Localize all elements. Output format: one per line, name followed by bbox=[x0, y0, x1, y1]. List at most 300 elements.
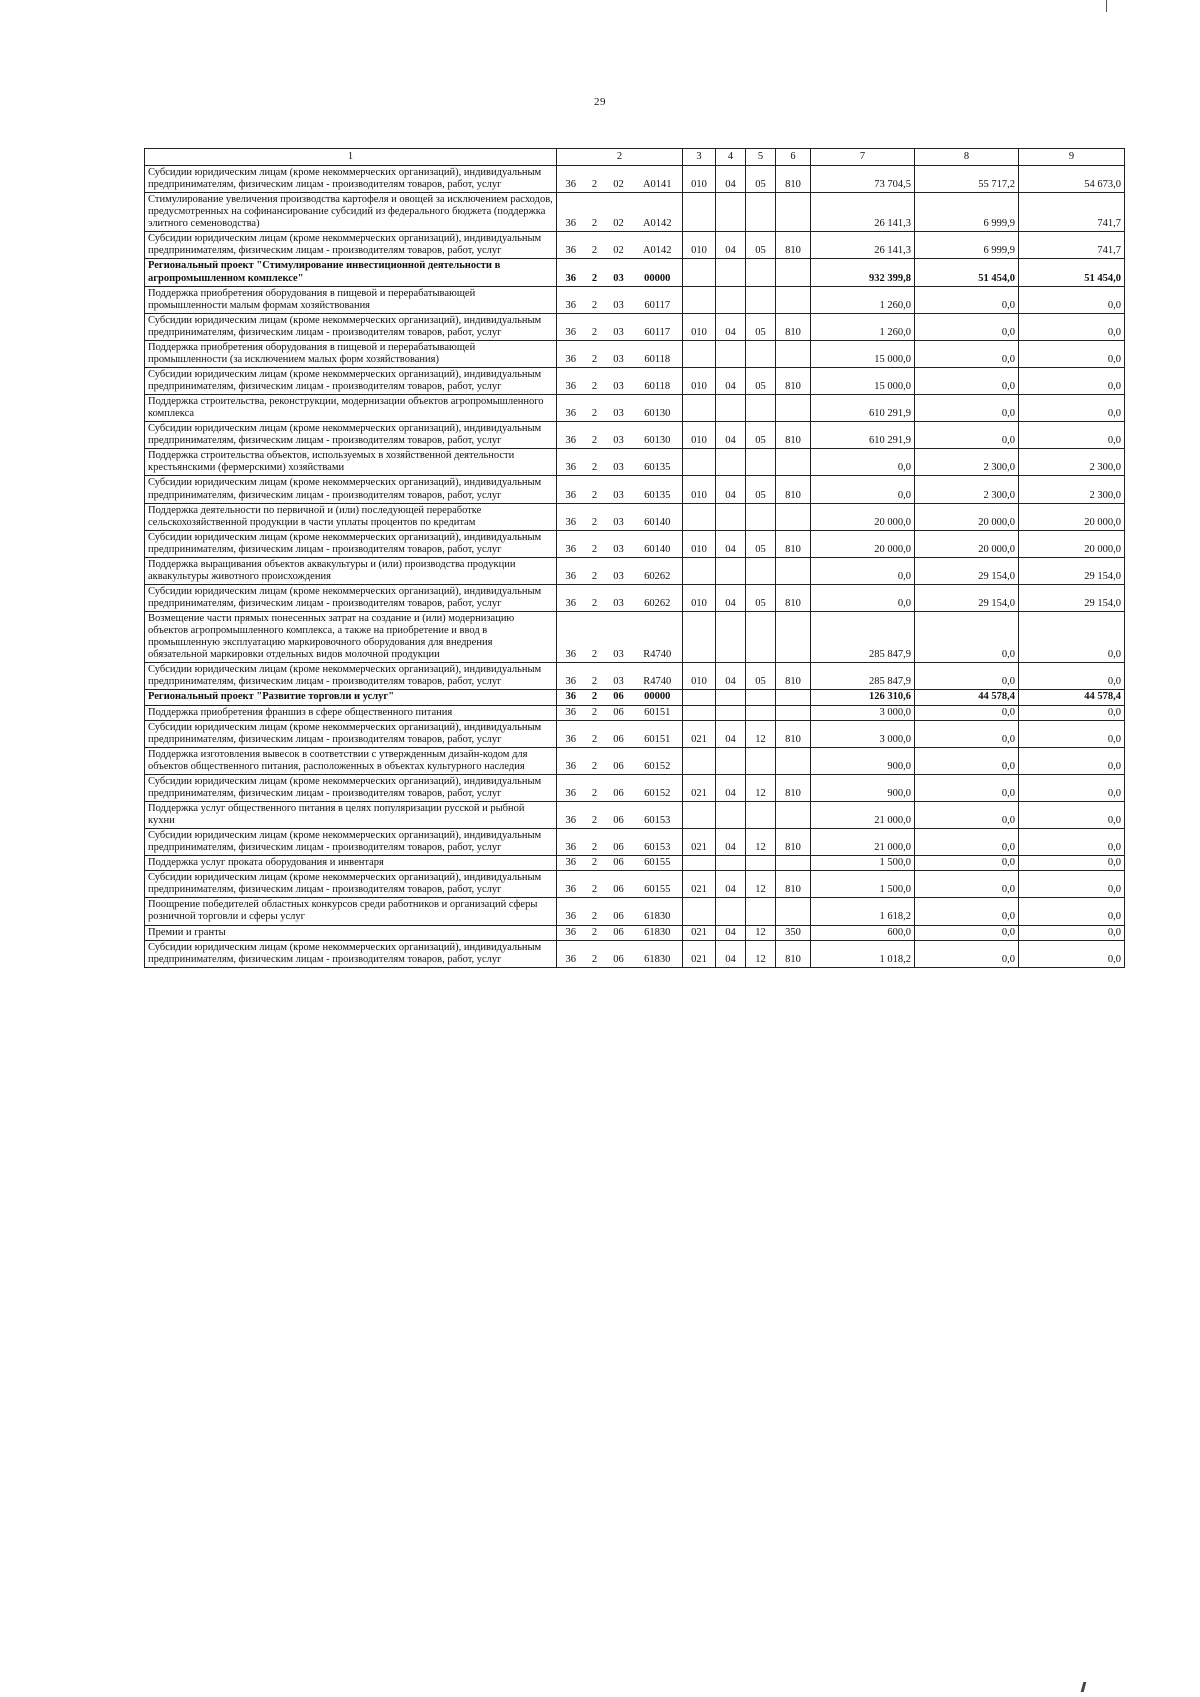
table-body bbox=[145, 166, 1125, 968]
amount-col-8: 0,0 bbox=[915, 663, 1019, 690]
code-expense-type bbox=[776, 612, 811, 663]
amount-col-7: 15 000,0 bbox=[811, 340, 915, 367]
code-grbs bbox=[683, 690, 716, 705]
code-program: 2 bbox=[585, 476, 605, 503]
table-row bbox=[145, 898, 1125, 925]
amount-col-8: 0,0 bbox=[915, 747, 1019, 774]
table-row bbox=[145, 774, 1125, 801]
row-name: Региональный проект "Развитие торговли и услуг" bbox=[145, 690, 557, 705]
code-program: 2 bbox=[585, 557, 605, 584]
amount-col-8: 0,0 bbox=[915, 871, 1019, 898]
code-subprogram: 02 bbox=[605, 232, 633, 259]
code-subprogram: 03 bbox=[605, 259, 633, 286]
row-name: Поддержка услуг проката оборудования и инвентаря bbox=[145, 856, 557, 871]
code-grbs: 010 bbox=[683, 584, 716, 611]
code-expense-type: 810 bbox=[776, 584, 811, 611]
code-subprogram: 06 bbox=[605, 705, 633, 720]
code-direction: 60118 bbox=[633, 367, 683, 394]
amount-col-7: 26 141,3 bbox=[811, 193, 915, 232]
row-name: Субсидии юридическим лицам (кроме некоммерческих организаций), индивидуальным предпринимателям, физическим лицам - производителям товаров, работ, услуг bbox=[145, 232, 557, 259]
code-program: 2 bbox=[585, 690, 605, 705]
code-admin: 36 bbox=[557, 422, 585, 449]
code-subprogram: 02 bbox=[605, 166, 633, 193]
row-name: Субсидии юридическим лицам (кроме некоммерческих организаций), индивидуальным предпринимателям, физическим лицам - производителям товаров, работ, услуг bbox=[145, 313, 557, 340]
scan-mark bbox=[1081, 1682, 1087, 1692]
code-admin: 36 bbox=[557, 557, 585, 584]
code-direction: R4740 bbox=[633, 663, 683, 690]
code-expense-type: 810 bbox=[776, 720, 811, 747]
code-expense-type bbox=[776, 747, 811, 774]
code-expense-type: 810 bbox=[776, 774, 811, 801]
code-grbs: 021 bbox=[683, 829, 716, 856]
code-expense-type: 810 bbox=[776, 663, 811, 690]
code-expense-type bbox=[776, 449, 811, 476]
row-name: Региональный проект "Стимулирование инвестиционной деятельности в агропромышленном комплексе" bbox=[145, 259, 557, 286]
code-admin: 36 bbox=[557, 530, 585, 557]
code-subsection bbox=[746, 259, 776, 286]
header-col-5: 5 bbox=[746, 149, 776, 166]
code-section bbox=[716, 395, 746, 422]
amount-col-7: 285 847,9 bbox=[811, 612, 915, 663]
code-section: 04 bbox=[716, 530, 746, 557]
code-subsection bbox=[746, 395, 776, 422]
table-row bbox=[145, 925, 1125, 940]
code-direction: R4740 bbox=[633, 612, 683, 663]
code-expense-type bbox=[776, 259, 811, 286]
amount-col-7: 1 260,0 bbox=[811, 286, 915, 313]
code-subprogram: 03 bbox=[605, 476, 633, 503]
code-expense-type: 810 bbox=[776, 940, 811, 967]
table-row bbox=[145, 530, 1125, 557]
header-col-1: 1 bbox=[145, 149, 557, 166]
table-row bbox=[145, 422, 1125, 449]
amount-col-8: 20 000,0 bbox=[915, 503, 1019, 530]
code-program: 2 bbox=[585, 367, 605, 394]
code-expense-type bbox=[776, 395, 811, 422]
amount-col-8: 0,0 bbox=[915, 801, 1019, 828]
table-row bbox=[145, 476, 1125, 503]
row-name: Поддержка деятельности по первичной и (или) последующей переработке сельскохозяйственной продукции в части уплаты процентов по кредитам bbox=[145, 503, 557, 530]
amount-col-9: 0,0 bbox=[1019, 801, 1125, 828]
code-admin: 36 bbox=[557, 801, 585, 828]
amount-col-8: 0,0 bbox=[915, 898, 1019, 925]
code-grbs: 021 bbox=[683, 774, 716, 801]
code-grbs bbox=[683, 856, 716, 871]
row-name: Субсидии юридическим лицам (кроме некоммерческих организаций), индивидуальным предпринимателям, физическим лицам - производителям товаров, работ, услуг bbox=[145, 774, 557, 801]
table-row bbox=[145, 259, 1125, 286]
code-program: 2 bbox=[585, 940, 605, 967]
code-direction: 60135 bbox=[633, 476, 683, 503]
code-direction: 60118 bbox=[633, 340, 683, 367]
amount-col-7: 610 291,9 bbox=[811, 422, 915, 449]
row-name: Субсидии юридическим лицам (кроме некоммерческих организаций), индивидуальным предпринимателям, физическим лицам - производителям товаров, работ, услуг bbox=[145, 166, 557, 193]
amount-col-9: 0,0 bbox=[1019, 612, 1125, 663]
amount-col-9: 44 578,4 bbox=[1019, 690, 1125, 705]
amount-col-8: 2 300,0 bbox=[915, 449, 1019, 476]
amount-col-7: 20 000,0 bbox=[811, 530, 915, 557]
code-grbs: 010 bbox=[683, 232, 716, 259]
code-subsection: 05 bbox=[746, 584, 776, 611]
code-direction: 60117 bbox=[633, 286, 683, 313]
amount-col-7: 0,0 bbox=[811, 584, 915, 611]
scan-mark bbox=[1106, 0, 1107, 12]
amount-col-7: 3 000,0 bbox=[811, 705, 915, 720]
code-program: 2 bbox=[585, 259, 605, 286]
code-grbs bbox=[683, 747, 716, 774]
code-admin: 36 bbox=[557, 705, 585, 720]
table-row bbox=[145, 449, 1125, 476]
table-row bbox=[145, 395, 1125, 422]
code-direction: 60262 bbox=[633, 557, 683, 584]
amount-col-7: 126 310,6 bbox=[811, 690, 915, 705]
table-row bbox=[145, 829, 1125, 856]
amount-col-7: 1 018,2 bbox=[811, 940, 915, 967]
table-row bbox=[145, 871, 1125, 898]
code-admin: 36 bbox=[557, 449, 585, 476]
code-admin: 36 bbox=[557, 286, 585, 313]
row-name: Поддержка услуг общественного питания в целях популяризации русской и рыбной кухни bbox=[145, 801, 557, 828]
code-program: 2 bbox=[585, 871, 605, 898]
amount-col-9: 0,0 bbox=[1019, 663, 1125, 690]
amount-col-9: 0,0 bbox=[1019, 720, 1125, 747]
amount-col-8: 0,0 bbox=[915, 720, 1019, 747]
code-grbs: 021 bbox=[683, 925, 716, 940]
code-subprogram: 06 bbox=[605, 720, 633, 747]
code-direction: 61830 bbox=[633, 925, 683, 940]
code-grbs bbox=[683, 286, 716, 313]
code-section: 04 bbox=[716, 829, 746, 856]
row-name: Поддержка приобретения франшиз в сфере общественного питания bbox=[145, 705, 557, 720]
code-direction: A0142 bbox=[633, 193, 683, 232]
amount-col-7: 1 260,0 bbox=[811, 313, 915, 340]
code-subsection: 05 bbox=[746, 232, 776, 259]
code-subsection bbox=[746, 705, 776, 720]
row-name: Субсидии юридическим лицам (кроме некоммерческих организаций), индивидуальным предпринимателям, физическим лицам - производителям товаров, работ, услуг bbox=[145, 871, 557, 898]
code-direction: 00000 bbox=[633, 259, 683, 286]
amount-col-7: 1 500,0 bbox=[811, 871, 915, 898]
header-col-2: 2 bbox=[557, 149, 683, 166]
amount-col-8: 0,0 bbox=[915, 774, 1019, 801]
code-program: 2 bbox=[585, 774, 605, 801]
code-grbs bbox=[683, 898, 716, 925]
code-section: 04 bbox=[716, 720, 746, 747]
code-section bbox=[716, 193, 746, 232]
code-section bbox=[716, 286, 746, 313]
code-section: 04 bbox=[716, 584, 746, 611]
code-direction: 60155 bbox=[633, 871, 683, 898]
code-grbs: 021 bbox=[683, 871, 716, 898]
amount-col-7: 21 000,0 bbox=[811, 801, 915, 828]
amount-col-8: 2 300,0 bbox=[915, 476, 1019, 503]
code-section: 04 bbox=[716, 925, 746, 940]
code-subsection bbox=[746, 801, 776, 828]
code-subsection bbox=[746, 340, 776, 367]
code-section: 04 bbox=[716, 232, 746, 259]
table-row bbox=[145, 193, 1125, 232]
table-row bbox=[145, 340, 1125, 367]
header-col-4: 4 bbox=[716, 149, 746, 166]
code-section bbox=[716, 340, 746, 367]
page-number: 29 bbox=[594, 96, 606, 108]
amount-col-9: 0,0 bbox=[1019, 898, 1125, 925]
code-direction: 60117 bbox=[633, 313, 683, 340]
amount-col-9: 51 454,0 bbox=[1019, 259, 1125, 286]
code-grbs: 010 bbox=[683, 313, 716, 340]
code-expense-type: 810 bbox=[776, 313, 811, 340]
amount-col-9: 0,0 bbox=[1019, 395, 1125, 422]
header-row bbox=[145, 149, 1125, 166]
code-program: 2 bbox=[585, 449, 605, 476]
code-subsection: 05 bbox=[746, 476, 776, 503]
table-row bbox=[145, 367, 1125, 394]
amount-col-8: 0,0 bbox=[915, 367, 1019, 394]
code-program: 2 bbox=[585, 801, 605, 828]
code-admin: 36 bbox=[557, 259, 585, 286]
code-program: 2 bbox=[585, 166, 605, 193]
code-expense-type bbox=[776, 898, 811, 925]
code-subprogram: 03 bbox=[605, 367, 633, 394]
code-program: 2 bbox=[585, 747, 605, 774]
code-direction: 60155 bbox=[633, 856, 683, 871]
header-col-8: 8 bbox=[915, 149, 1019, 166]
amount-col-7: 610 291,9 bbox=[811, 395, 915, 422]
amount-col-9: 0,0 bbox=[1019, 313, 1125, 340]
code-program: 2 bbox=[585, 925, 605, 940]
table-row bbox=[145, 663, 1125, 690]
code-subprogram: 06 bbox=[605, 898, 633, 925]
amount-col-9: 20 000,0 bbox=[1019, 530, 1125, 557]
code-admin: 36 bbox=[557, 720, 585, 747]
amount-col-8: 0,0 bbox=[915, 286, 1019, 313]
table-row bbox=[145, 503, 1125, 530]
code-grbs bbox=[683, 557, 716, 584]
amount-col-9: 0,0 bbox=[1019, 871, 1125, 898]
table-row bbox=[145, 747, 1125, 774]
code-subprogram: 03 bbox=[605, 422, 633, 449]
code-section: 04 bbox=[716, 774, 746, 801]
code-subsection bbox=[746, 193, 776, 232]
code-subprogram: 03 bbox=[605, 286, 633, 313]
code-section bbox=[716, 856, 746, 871]
amount-col-9: 0,0 bbox=[1019, 940, 1125, 967]
row-name: Стимулирование увеличения производства картофеля и овощей за исключением расходов, предусмотренных на софинансирование субсидий из федерального бюджета (поддержка элитного семеноводства) bbox=[145, 193, 557, 232]
amount-col-9: 0,0 bbox=[1019, 829, 1125, 856]
amount-col-9: 54 673,0 bbox=[1019, 166, 1125, 193]
table-row bbox=[145, 690, 1125, 705]
code-direction: 61830 bbox=[633, 898, 683, 925]
amount-col-8: 0,0 bbox=[915, 612, 1019, 663]
amount-col-8: 29 154,0 bbox=[915, 557, 1019, 584]
code-expense-type bbox=[776, 705, 811, 720]
header-col-6: 6 bbox=[776, 149, 811, 166]
amount-col-9: 741,7 bbox=[1019, 232, 1125, 259]
code-direction: 60140 bbox=[633, 530, 683, 557]
row-name: Субсидии юридическим лицам (кроме некоммерческих организаций), индивидуальным предпринимателям, физическим лицам - производителям товаров, работ, услуг bbox=[145, 663, 557, 690]
code-section: 04 bbox=[716, 663, 746, 690]
row-name: Субсидии юридическим лицам (кроме некоммерческих организаций), индивидуальным предпринимателям, физическим лицам - производителям товаров, работ, услуг bbox=[145, 422, 557, 449]
code-direction: 00000 bbox=[633, 690, 683, 705]
table-row bbox=[145, 940, 1125, 967]
code-admin: 36 bbox=[557, 584, 585, 611]
amount-col-8: 29 154,0 bbox=[915, 584, 1019, 611]
amount-col-8: 44 578,4 bbox=[915, 690, 1019, 705]
code-direction: 60152 bbox=[633, 774, 683, 801]
code-program: 2 bbox=[585, 193, 605, 232]
table-row bbox=[145, 286, 1125, 313]
amount-col-8: 0,0 bbox=[915, 925, 1019, 940]
code-expense-type bbox=[776, 801, 811, 828]
code-grbs: 010 bbox=[683, 663, 716, 690]
table-row bbox=[145, 232, 1125, 259]
code-section bbox=[716, 503, 746, 530]
code-admin: 36 bbox=[557, 925, 585, 940]
amount-col-9: 29 154,0 bbox=[1019, 584, 1125, 611]
table-row bbox=[145, 720, 1125, 747]
amount-col-9: 0,0 bbox=[1019, 367, 1125, 394]
code-admin: 36 bbox=[557, 367, 585, 394]
code-section: 04 bbox=[716, 367, 746, 394]
code-section bbox=[716, 801, 746, 828]
code-grbs bbox=[683, 503, 716, 530]
code-subprogram: 06 bbox=[605, 829, 633, 856]
amount-col-9: 741,7 bbox=[1019, 193, 1125, 232]
code-subprogram: 03 bbox=[605, 395, 633, 422]
code-grbs bbox=[683, 259, 716, 286]
code-program: 2 bbox=[585, 530, 605, 557]
code-direction: 60130 bbox=[633, 422, 683, 449]
row-name: Субсидии юридическим лицам (кроме некоммерческих организаций), индивидуальным предпринимателям, физическим лицам - производителям товаров, работ, услуг bbox=[145, 829, 557, 856]
code-admin: 36 bbox=[557, 166, 585, 193]
header-col-3: 3 bbox=[683, 149, 716, 166]
code-program: 2 bbox=[585, 663, 605, 690]
row-name: Субсидии юридическим лицам (кроме некоммерческих организаций), индивидуальным предпринимателям, физическим лицам - производителям товаров, работ, услуг bbox=[145, 476, 557, 503]
code-section bbox=[716, 449, 746, 476]
table-row bbox=[145, 584, 1125, 611]
amount-col-8: 6 999,9 bbox=[915, 193, 1019, 232]
code-admin: 36 bbox=[557, 313, 585, 340]
amount-col-7: 900,0 bbox=[811, 774, 915, 801]
code-admin: 36 bbox=[557, 690, 585, 705]
code-subprogram: 06 bbox=[605, 690, 633, 705]
code-admin: 36 bbox=[557, 395, 585, 422]
code-subprogram: 06 bbox=[605, 925, 633, 940]
code-program: 2 bbox=[585, 612, 605, 663]
code-direction: 60153 bbox=[633, 801, 683, 828]
code-subsection bbox=[746, 449, 776, 476]
amount-col-8: 0,0 bbox=[915, 856, 1019, 871]
code-subprogram: 03 bbox=[605, 557, 633, 584]
amount-col-7: 26 141,3 bbox=[811, 232, 915, 259]
code-subprogram: 06 bbox=[605, 774, 633, 801]
code-grbs: 010 bbox=[683, 367, 716, 394]
code-expense-type bbox=[776, 340, 811, 367]
amount-col-7: 1 618,2 bbox=[811, 898, 915, 925]
code-expense-type: 810 bbox=[776, 476, 811, 503]
code-expense-type: 810 bbox=[776, 232, 811, 259]
amount-col-7: 73 704,5 bbox=[811, 166, 915, 193]
code-subprogram: 06 bbox=[605, 856, 633, 871]
table-row bbox=[145, 856, 1125, 871]
code-grbs: 021 bbox=[683, 940, 716, 967]
code-section bbox=[716, 898, 746, 925]
code-admin: 36 bbox=[557, 940, 585, 967]
row-name: Субсидии юридическим лицам (кроме некоммерческих организаций), индивидуальным предпринимателям, физическим лицам - производителям товаров, работ, услуг bbox=[145, 530, 557, 557]
code-program: 2 bbox=[585, 286, 605, 313]
code-subprogram: 03 bbox=[605, 449, 633, 476]
amount-col-9: 0,0 bbox=[1019, 774, 1125, 801]
code-program: 2 bbox=[585, 503, 605, 530]
code-direction: 60130 bbox=[633, 395, 683, 422]
code-direction: 60152 bbox=[633, 747, 683, 774]
amount-col-7: 15 000,0 bbox=[811, 367, 915, 394]
code-direction: 60151 bbox=[633, 705, 683, 720]
code-grbs: 010 bbox=[683, 422, 716, 449]
code-admin: 36 bbox=[557, 898, 585, 925]
code-subprogram: 03 bbox=[605, 503, 633, 530]
code-grbs bbox=[683, 801, 716, 828]
amount-col-9: 2 300,0 bbox=[1019, 476, 1125, 503]
code-section bbox=[716, 747, 746, 774]
code-program: 2 bbox=[585, 395, 605, 422]
amount-col-7: 20 000,0 bbox=[811, 503, 915, 530]
code-subsection: 12 bbox=[746, 925, 776, 940]
row-name: Субсидии юридическим лицам (кроме некоммерческих организаций), индивидуальным предпринимателям, физическим лицам - производителям товаров, работ, услуг bbox=[145, 720, 557, 747]
code-subsection bbox=[746, 747, 776, 774]
code-subsection: 12 bbox=[746, 829, 776, 856]
amount-col-8: 0,0 bbox=[915, 422, 1019, 449]
row-name: Премии и гранты bbox=[145, 925, 557, 940]
code-subsection bbox=[746, 690, 776, 705]
code-subsection bbox=[746, 557, 776, 584]
table-row bbox=[145, 612, 1125, 663]
code-grbs bbox=[683, 449, 716, 476]
amount-col-8: 51 454,0 bbox=[915, 259, 1019, 286]
row-name: Поддержка приобретения оборудования в пищевой и перерабатывающей промышленности малым формам хозяйствования bbox=[145, 286, 557, 313]
code-subprogram: 06 bbox=[605, 747, 633, 774]
code-program: 2 bbox=[585, 720, 605, 747]
code-grbs: 010 bbox=[683, 476, 716, 503]
amount-col-9: 2 300,0 bbox=[1019, 449, 1125, 476]
amount-col-7: 3 000,0 bbox=[811, 720, 915, 747]
code-expense-type bbox=[776, 557, 811, 584]
amount-col-7: 932 399,8 bbox=[811, 259, 915, 286]
amount-col-7: 900,0 bbox=[811, 747, 915, 774]
code-section bbox=[716, 690, 746, 705]
code-subsection: 05 bbox=[746, 166, 776, 193]
code-grbs: 010 bbox=[683, 166, 716, 193]
code-subprogram: 03 bbox=[605, 612, 633, 663]
amount-col-8: 20 000,0 bbox=[915, 530, 1019, 557]
amount-col-7: 285 847,9 bbox=[811, 663, 915, 690]
code-subsection: 05 bbox=[746, 663, 776, 690]
code-grbs: 021 bbox=[683, 720, 716, 747]
code-grbs: 010 bbox=[683, 530, 716, 557]
code-subprogram: 03 bbox=[605, 313, 633, 340]
code-program: 2 bbox=[585, 232, 605, 259]
code-expense-type: 810 bbox=[776, 829, 811, 856]
code-section: 04 bbox=[716, 313, 746, 340]
code-section bbox=[716, 612, 746, 663]
code-direction: 60151 bbox=[633, 720, 683, 747]
code-section: 04 bbox=[716, 422, 746, 449]
code-admin: 36 bbox=[557, 829, 585, 856]
amount-col-8: 6 999,9 bbox=[915, 232, 1019, 259]
code-subsection: 05 bbox=[746, 367, 776, 394]
code-direction: 61830 bbox=[633, 940, 683, 967]
code-subsection bbox=[746, 898, 776, 925]
code-grbs bbox=[683, 612, 716, 663]
row-name: Субсидии юридическим лицам (кроме некоммерческих организаций), индивидуальным предпринимателям, физическим лицам - производителям товаров, работ, услуг bbox=[145, 367, 557, 394]
